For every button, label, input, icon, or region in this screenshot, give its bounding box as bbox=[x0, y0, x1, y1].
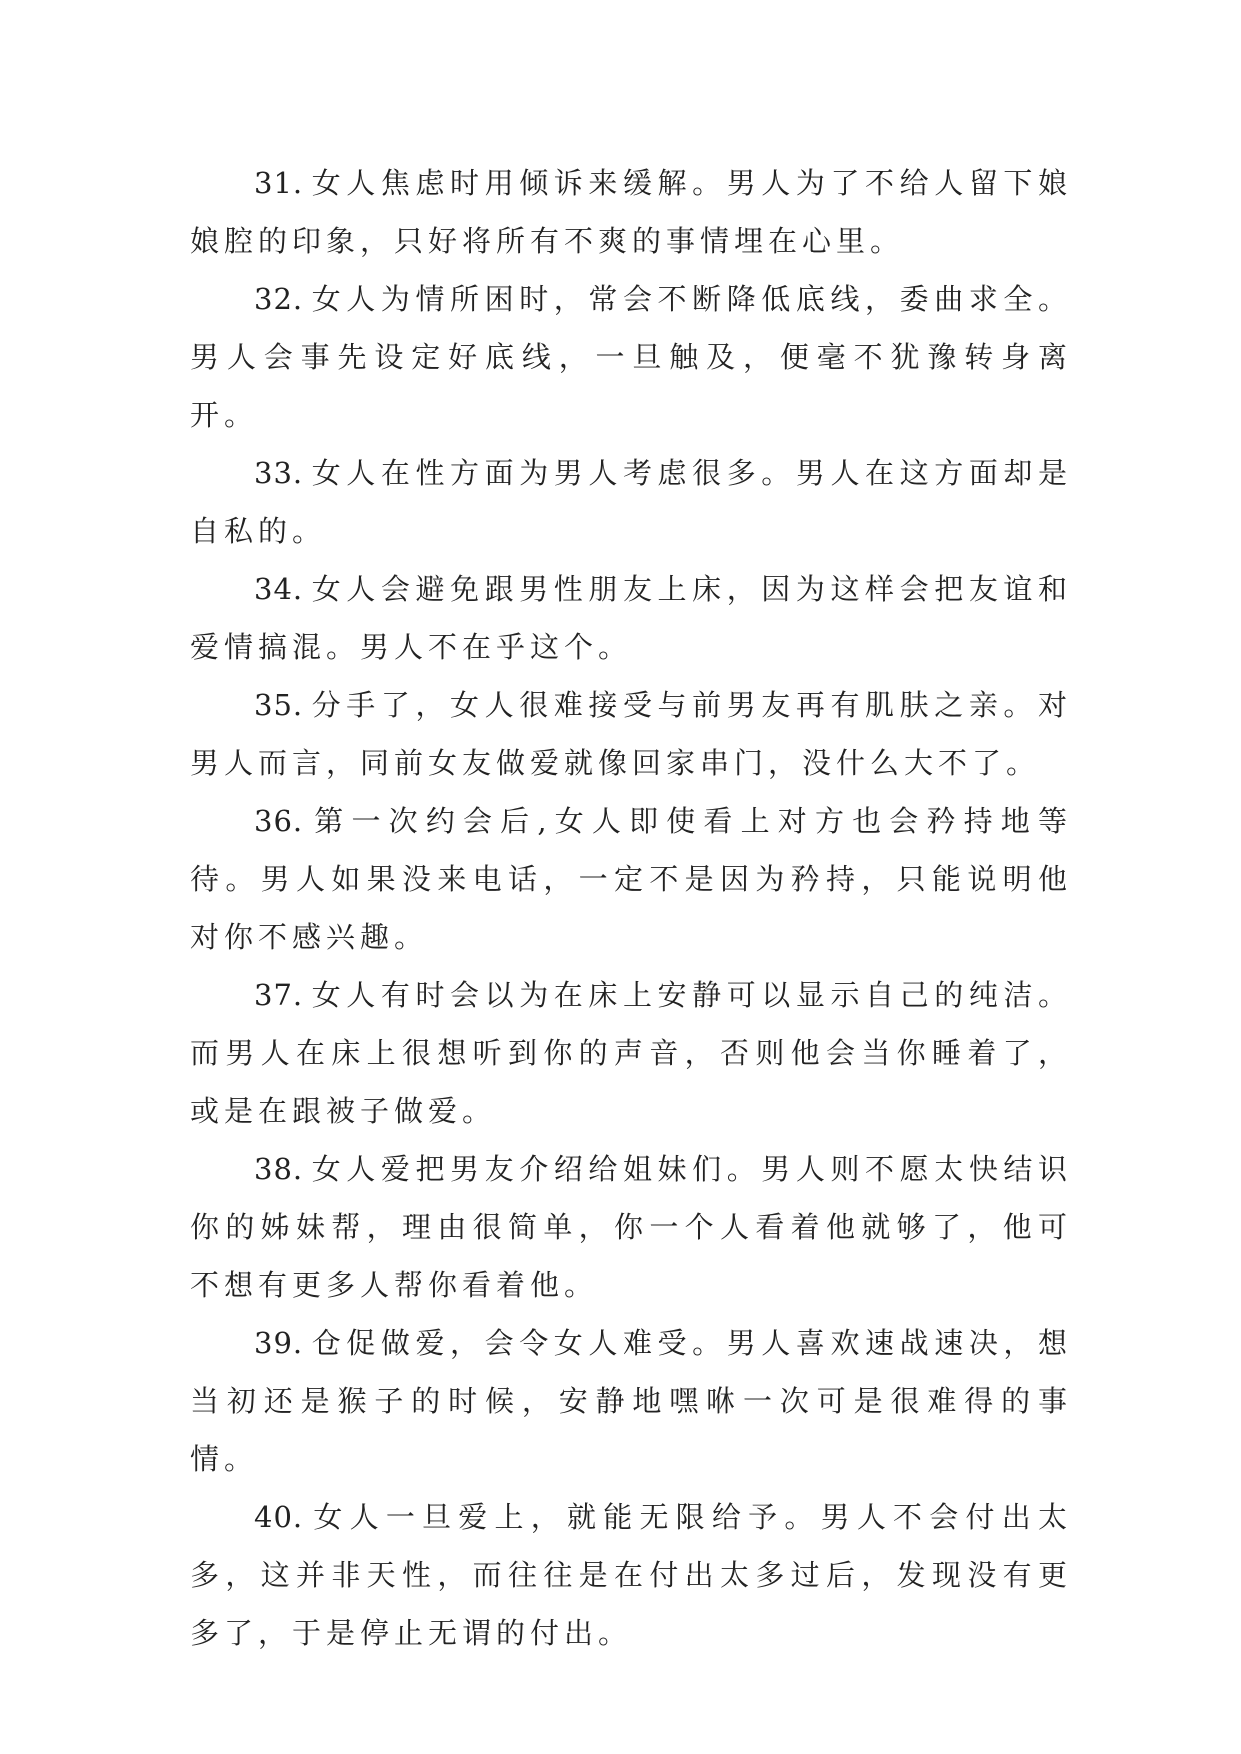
paragraph-number: 35. bbox=[254, 688, 304, 722]
paragraph-text: 女人在性方面为男人考虑很多。男人在这方面却是自私的。 bbox=[190, 456, 1072, 548]
paragraph-36 bbox=[190, 792, 1072, 966]
document-body bbox=[190, 154, 1072, 1662]
paragraph-number: 39. bbox=[254, 1326, 304, 1360]
paragraph-number: 40. bbox=[254, 1500, 304, 1534]
paragraph-33 bbox=[190, 444, 1072, 560]
paragraph-text: 女人一旦爱上，就能无限给予。男人不会付出太多，这并非天性，而往往是在付出太多过后，发现没有更多了，于是停止无谓的付出。 bbox=[190, 1500, 1072, 1650]
paragraph-number: 36. bbox=[254, 804, 304, 838]
paragraph-number: 37. bbox=[254, 978, 304, 1012]
paragraph-number: 31. bbox=[254, 166, 304, 200]
paragraph-text: 女人为情所困时，常会不断降低底线，委曲求全。男人会事先设定好底线，一旦触及，便毫不犹豫转身离开。 bbox=[190, 282, 1072, 432]
paragraph-39 bbox=[190, 1314, 1072, 1488]
paragraph-31 bbox=[190, 154, 1072, 270]
paragraph-text: 女人爱把男友介绍给姐妹们。男人则不愿太快结识你的姊妹帮，理由很简单，你一个人看着他就够了，他可不想有更多人帮你看着他。 bbox=[190, 1152, 1072, 1302]
paragraph-number: 32. bbox=[254, 282, 304, 316]
paragraph-text: 女人焦虑时用倾诉来缓解。男人为了不给人留下娘娘腔的印象，只好将所有不爽的事情埋在心里。 bbox=[190, 166, 1072, 258]
paragraph-number: 38. bbox=[254, 1152, 304, 1186]
paragraph-text: 仓促做爱，会令女人难受。男人喜欢速战速决，想当初还是猴子的时候，安静地嘿咻一次可是很难得的事情。 bbox=[190, 1326, 1072, 1476]
paragraph-37 bbox=[190, 966, 1072, 1140]
paragraph-text: 女人有时会以为在床上安静可以显示自己的纯洁。而男人在床上很想听到你的声音，否则他会当你睡着了，或是在跟被子做爱。 bbox=[190, 978, 1072, 1128]
paragraph-text: 女人会避免跟男性朋友上床，因为这样会把友谊和爱情搞混。男人不在乎这个。 bbox=[190, 572, 1072, 664]
paragraph-38 bbox=[190, 1140, 1072, 1314]
paragraph-40 bbox=[190, 1488, 1072, 1662]
paragraph-text: 第一次约会后,女人即使看上对方也会矜持地等待。男人如果没来电话，一定不是因为矜持，只能说明他对你不感兴趣。 bbox=[190, 804, 1072, 954]
paragraph-35 bbox=[190, 676, 1072, 792]
paragraph-number: 34. bbox=[254, 572, 304, 606]
paragraph-34 bbox=[190, 560, 1072, 676]
paragraph-number: 33. bbox=[254, 456, 304, 490]
paragraph-text: 分手了，女人很难接受与前男友再有肌肤之亲。对男人而言，同前女友做爱就像回家串门，没什么大不了。 bbox=[190, 688, 1072, 780]
paragraph-32 bbox=[190, 270, 1072, 444]
